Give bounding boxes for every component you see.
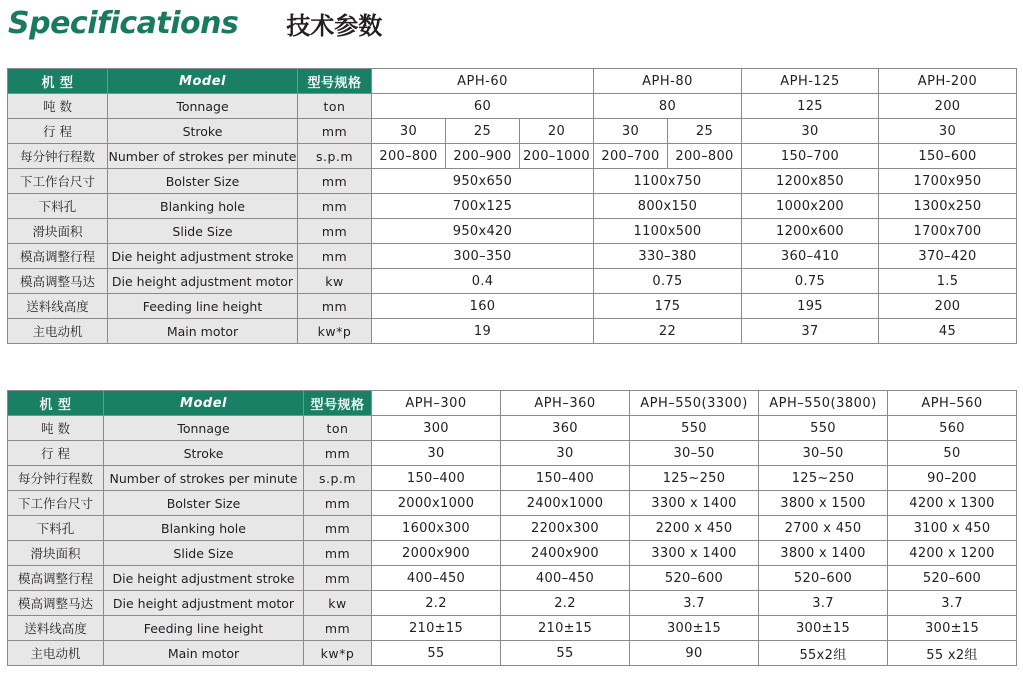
row-label-cn: 行 程 bbox=[8, 119, 108, 144]
model-name: APH–300 bbox=[372, 391, 501, 416]
table-cell: 30 bbox=[372, 119, 446, 144]
table-cell: 2000x1000 bbox=[372, 491, 501, 516]
table-cell: 175 bbox=[594, 294, 742, 319]
model-name: APH-80 bbox=[594, 69, 742, 94]
header-cn: 机 型 bbox=[8, 391, 104, 416]
table-cell: 3100 x 450 bbox=[888, 516, 1017, 541]
row-unit: kw*p bbox=[298, 319, 372, 344]
table-row bbox=[8, 616, 1017, 641]
table-cell: 210±15 bbox=[372, 616, 501, 641]
row-label-cn: 下料孔 bbox=[8, 194, 108, 219]
table-row bbox=[8, 194, 1017, 219]
table-cell: 1000x200 bbox=[742, 194, 879, 219]
table-cell: 2200x300 bbox=[501, 516, 630, 541]
table-cell: 300±15 bbox=[759, 616, 888, 641]
row-unit: mm bbox=[304, 441, 372, 466]
table-cell: 1200x850 bbox=[742, 169, 879, 194]
table-cell: 30 bbox=[501, 441, 630, 466]
table-cell: 200–800 bbox=[668, 144, 742, 169]
table-cell: 160 bbox=[372, 294, 594, 319]
table-cell: 125 bbox=[742, 94, 879, 119]
table-cell: 150–700 bbox=[742, 144, 879, 169]
row-label-en: Stroke bbox=[104, 441, 304, 466]
table-cell: 360–410 bbox=[742, 244, 879, 269]
table-cell: 2400x900 bbox=[501, 541, 630, 566]
row-label-cn: 吨 数 bbox=[8, 416, 104, 441]
table-cell: 30 bbox=[594, 119, 668, 144]
row-label-en: Slide Size bbox=[108, 219, 298, 244]
table-row bbox=[8, 641, 1017, 666]
row-unit: ton bbox=[304, 416, 372, 441]
table-cell: 2000x900 bbox=[372, 541, 501, 566]
row-unit: mm bbox=[304, 516, 372, 541]
row-label-cn: 下工作台尺寸 bbox=[8, 491, 104, 516]
table-cell: 30–50 bbox=[759, 441, 888, 466]
table-row bbox=[8, 441, 1017, 466]
row-label-en: Main motor bbox=[104, 641, 304, 666]
table-cell: 25 bbox=[668, 119, 742, 144]
table-row bbox=[8, 319, 1017, 344]
row-label-cn: 每分钟行程数 bbox=[8, 144, 108, 169]
table-cell: 55x2组 bbox=[759, 641, 888, 666]
table-cell: 800x150 bbox=[594, 194, 742, 219]
table-row bbox=[8, 144, 1017, 169]
row-label-en: Die height adjustment motor bbox=[104, 591, 304, 616]
table-row bbox=[8, 244, 1017, 269]
table-cell: 700x125 bbox=[372, 194, 594, 219]
header-spec: 型号规格 bbox=[298, 69, 372, 94]
row-label-en: Feeding line height bbox=[104, 616, 304, 641]
row-label-en: Blanking hole bbox=[104, 516, 304, 541]
table-row bbox=[8, 541, 1017, 566]
table-cell: 330–380 bbox=[594, 244, 742, 269]
row-unit: s.p.m bbox=[298, 144, 372, 169]
row-label-cn: 每分钟行程数 bbox=[8, 466, 104, 491]
model-name: APH–550(3300) bbox=[630, 391, 759, 416]
table-cell: 200 bbox=[879, 94, 1017, 119]
table-cell: 25 bbox=[446, 119, 520, 144]
row-label-en: Tonnage bbox=[104, 416, 304, 441]
table-cell: 3800 x 1500 bbox=[759, 491, 888, 516]
table-cell: 1100x500 bbox=[594, 219, 742, 244]
page-title-en: Specifications bbox=[8, 5, 239, 41]
model-name: APH–360 bbox=[501, 391, 630, 416]
header-cn: 机 型 bbox=[8, 69, 108, 94]
row-label-cn: 滑块面积 bbox=[8, 219, 108, 244]
table-cell: 2200 x 450 bbox=[630, 516, 759, 541]
table-row bbox=[8, 566, 1017, 591]
row-label-en: Tonnage bbox=[108, 94, 298, 119]
table-cell: 1300x250 bbox=[879, 194, 1017, 219]
row-label-cn: 模高调整行程 bbox=[8, 244, 108, 269]
row-label-cn: 主电动机 bbox=[8, 641, 104, 666]
model-name: APH–560 bbox=[888, 391, 1017, 416]
table-cell: 560 bbox=[888, 416, 1017, 441]
row-label-en: Blanking hole bbox=[108, 194, 298, 219]
table-cell: 300 bbox=[372, 416, 501, 441]
spec-table-1 bbox=[7, 68, 1017, 344]
table-cell: 150–600 bbox=[879, 144, 1017, 169]
table-row bbox=[8, 119, 1017, 144]
page-title-cn: 技术参数 bbox=[286, 11, 383, 40]
table-cell: 3.7 bbox=[759, 591, 888, 616]
row-label-en: Die height adjustment stroke bbox=[104, 566, 304, 591]
table-cell: 30–50 bbox=[630, 441, 759, 466]
model-name: APH-200 bbox=[879, 69, 1017, 94]
table-cell: 90 bbox=[630, 641, 759, 666]
table-cell: 19 bbox=[372, 319, 594, 344]
row-unit: kw*p bbox=[304, 641, 372, 666]
page-heading bbox=[8, 2, 382, 44]
spec-table-2 bbox=[7, 390, 1017, 666]
table-cell: 3300 x 1400 bbox=[630, 491, 759, 516]
table-cell: 2.2 bbox=[501, 591, 630, 616]
table-cell: 125~250 bbox=[630, 466, 759, 491]
row-unit: mm bbox=[304, 491, 372, 516]
row-unit: mm bbox=[298, 219, 372, 244]
table-cell: 55 x2组 bbox=[888, 641, 1017, 666]
row-unit: ton bbox=[298, 94, 372, 119]
row-unit: mm bbox=[298, 194, 372, 219]
table-header-row bbox=[8, 69, 1017, 94]
table-cell: 210±15 bbox=[501, 616, 630, 641]
row-label-cn: 主电动机 bbox=[8, 319, 108, 344]
header-model: Model bbox=[108, 69, 298, 94]
table-cell: 80 bbox=[594, 94, 742, 119]
row-label-cn: 模高调整马达 bbox=[8, 591, 104, 616]
table-row bbox=[8, 591, 1017, 616]
table-cell: 520–600 bbox=[888, 566, 1017, 591]
row-label-en: Die height adjustment stroke bbox=[108, 244, 298, 269]
row-label-en: Bolster Size bbox=[104, 491, 304, 516]
table-cell: 300±15 bbox=[888, 616, 1017, 641]
table-cell: 200 bbox=[879, 294, 1017, 319]
table-cell: 22 bbox=[594, 319, 742, 344]
row-label-cn: 模高调整行程 bbox=[8, 566, 104, 591]
table-cell: 200–900 bbox=[446, 144, 520, 169]
header-spec: 型号规格 bbox=[304, 391, 372, 416]
table-row bbox=[8, 491, 1017, 516]
row-label-en: Number of strokes per minute bbox=[108, 144, 298, 169]
table-cell: 20 bbox=[520, 119, 594, 144]
table-cell: 30 bbox=[742, 119, 879, 144]
table-row bbox=[8, 516, 1017, 541]
table-cell: 370–420 bbox=[879, 244, 1017, 269]
table-cell: 2700 x 450 bbox=[759, 516, 888, 541]
table-cell: 195 bbox=[742, 294, 879, 319]
table-cell: 3.7 bbox=[630, 591, 759, 616]
table-row bbox=[8, 169, 1017, 194]
table-cell: 400–450 bbox=[501, 566, 630, 591]
table-row bbox=[8, 219, 1017, 244]
table-cell: 37 bbox=[742, 319, 879, 344]
table-cell: 150–400 bbox=[501, 466, 630, 491]
table-cell: 30 bbox=[879, 119, 1017, 144]
table-cell: 125~250 bbox=[759, 466, 888, 491]
row-unit: mm bbox=[304, 616, 372, 641]
row-label-en: Stroke bbox=[108, 119, 298, 144]
row-unit: mm bbox=[304, 566, 372, 591]
row-unit: mm bbox=[298, 169, 372, 194]
row-unit: mm bbox=[298, 119, 372, 144]
row-unit: mm bbox=[298, 294, 372, 319]
table-cell: 300±15 bbox=[630, 616, 759, 641]
model-name: APH-125 bbox=[742, 69, 879, 94]
table-cell: 520–600 bbox=[630, 566, 759, 591]
row-label-en: Main motor bbox=[108, 319, 298, 344]
table-cell: 2400x1000 bbox=[501, 491, 630, 516]
row-label-cn: 送料线高度 bbox=[8, 294, 108, 319]
row-label-en: Number of strokes per minute bbox=[104, 466, 304, 491]
table-cell: 200–800 bbox=[372, 144, 446, 169]
row-label-en: Bolster Size bbox=[108, 169, 298, 194]
table-cell: 1700x700 bbox=[879, 219, 1017, 244]
table-cell: 0.75 bbox=[594, 269, 742, 294]
table-cell: 200–1000 bbox=[520, 144, 594, 169]
table-cell: 55 bbox=[501, 641, 630, 666]
row-label-en: Die height adjustment motor bbox=[108, 269, 298, 294]
table-cell: 550 bbox=[759, 416, 888, 441]
row-label-en: Slide Size bbox=[104, 541, 304, 566]
table-cell: 1.5 bbox=[879, 269, 1017, 294]
model-name: APH-60 bbox=[372, 69, 594, 94]
table-cell: 45 bbox=[879, 319, 1017, 344]
row-label-cn: 送料线高度 bbox=[8, 616, 104, 641]
table-cell: 90–200 bbox=[888, 466, 1017, 491]
table-cell: 3300 x 1400 bbox=[630, 541, 759, 566]
table-cell: 50 bbox=[888, 441, 1017, 466]
table-cell: 950x420 bbox=[372, 219, 594, 244]
row-label-cn: 下工作台尺寸 bbox=[8, 169, 108, 194]
table-cell: 950x650 bbox=[372, 169, 594, 194]
table-cell: 200–700 bbox=[594, 144, 668, 169]
table-cell: 4200 x 1200 bbox=[888, 541, 1017, 566]
row-unit: s.p.m bbox=[304, 466, 372, 491]
row-unit: kw bbox=[304, 591, 372, 616]
table-cell: 3800 x 1400 bbox=[759, 541, 888, 566]
table-cell: 1100x750 bbox=[594, 169, 742, 194]
table-cell: 3.7 bbox=[888, 591, 1017, 616]
table-cell: 360 bbox=[501, 416, 630, 441]
table-row bbox=[8, 294, 1017, 319]
row-label-cn: 下料孔 bbox=[8, 516, 104, 541]
table-header-row bbox=[8, 391, 1017, 416]
table-cell: 60 bbox=[372, 94, 594, 119]
row-label-cn: 模高调整马达 bbox=[8, 269, 108, 294]
table-row bbox=[8, 466, 1017, 491]
table-cell: 150–400 bbox=[372, 466, 501, 491]
row-label-cn: 行 程 bbox=[8, 441, 104, 466]
table-cell: 1700x950 bbox=[879, 169, 1017, 194]
table-cell: 4200 x 1300 bbox=[888, 491, 1017, 516]
table-cell: 0.75 bbox=[742, 269, 879, 294]
table-cell: 30 bbox=[372, 441, 501, 466]
table-row bbox=[8, 416, 1017, 441]
row-unit: mm bbox=[304, 541, 372, 566]
table-cell: 300–350 bbox=[372, 244, 594, 269]
table-row bbox=[8, 94, 1017, 119]
row-label-en: Feeding line height bbox=[108, 294, 298, 319]
table-cell: 1600x300 bbox=[372, 516, 501, 541]
table-cell: 550 bbox=[630, 416, 759, 441]
header-model: Model bbox=[104, 391, 304, 416]
table-cell: 55 bbox=[372, 641, 501, 666]
table-cell: 520–600 bbox=[759, 566, 888, 591]
model-name: APH–550(3800) bbox=[759, 391, 888, 416]
row-unit: mm bbox=[298, 244, 372, 269]
row-label-cn: 滑块面积 bbox=[8, 541, 104, 566]
row-unit: kw bbox=[298, 269, 372, 294]
row-label-cn: 吨 数 bbox=[8, 94, 108, 119]
table-cell: 400–450 bbox=[372, 566, 501, 591]
table-cell: 1200x600 bbox=[742, 219, 879, 244]
table-cell: 2.2 bbox=[372, 591, 501, 616]
table-row bbox=[8, 269, 1017, 294]
table-cell: 0.4 bbox=[372, 269, 594, 294]
